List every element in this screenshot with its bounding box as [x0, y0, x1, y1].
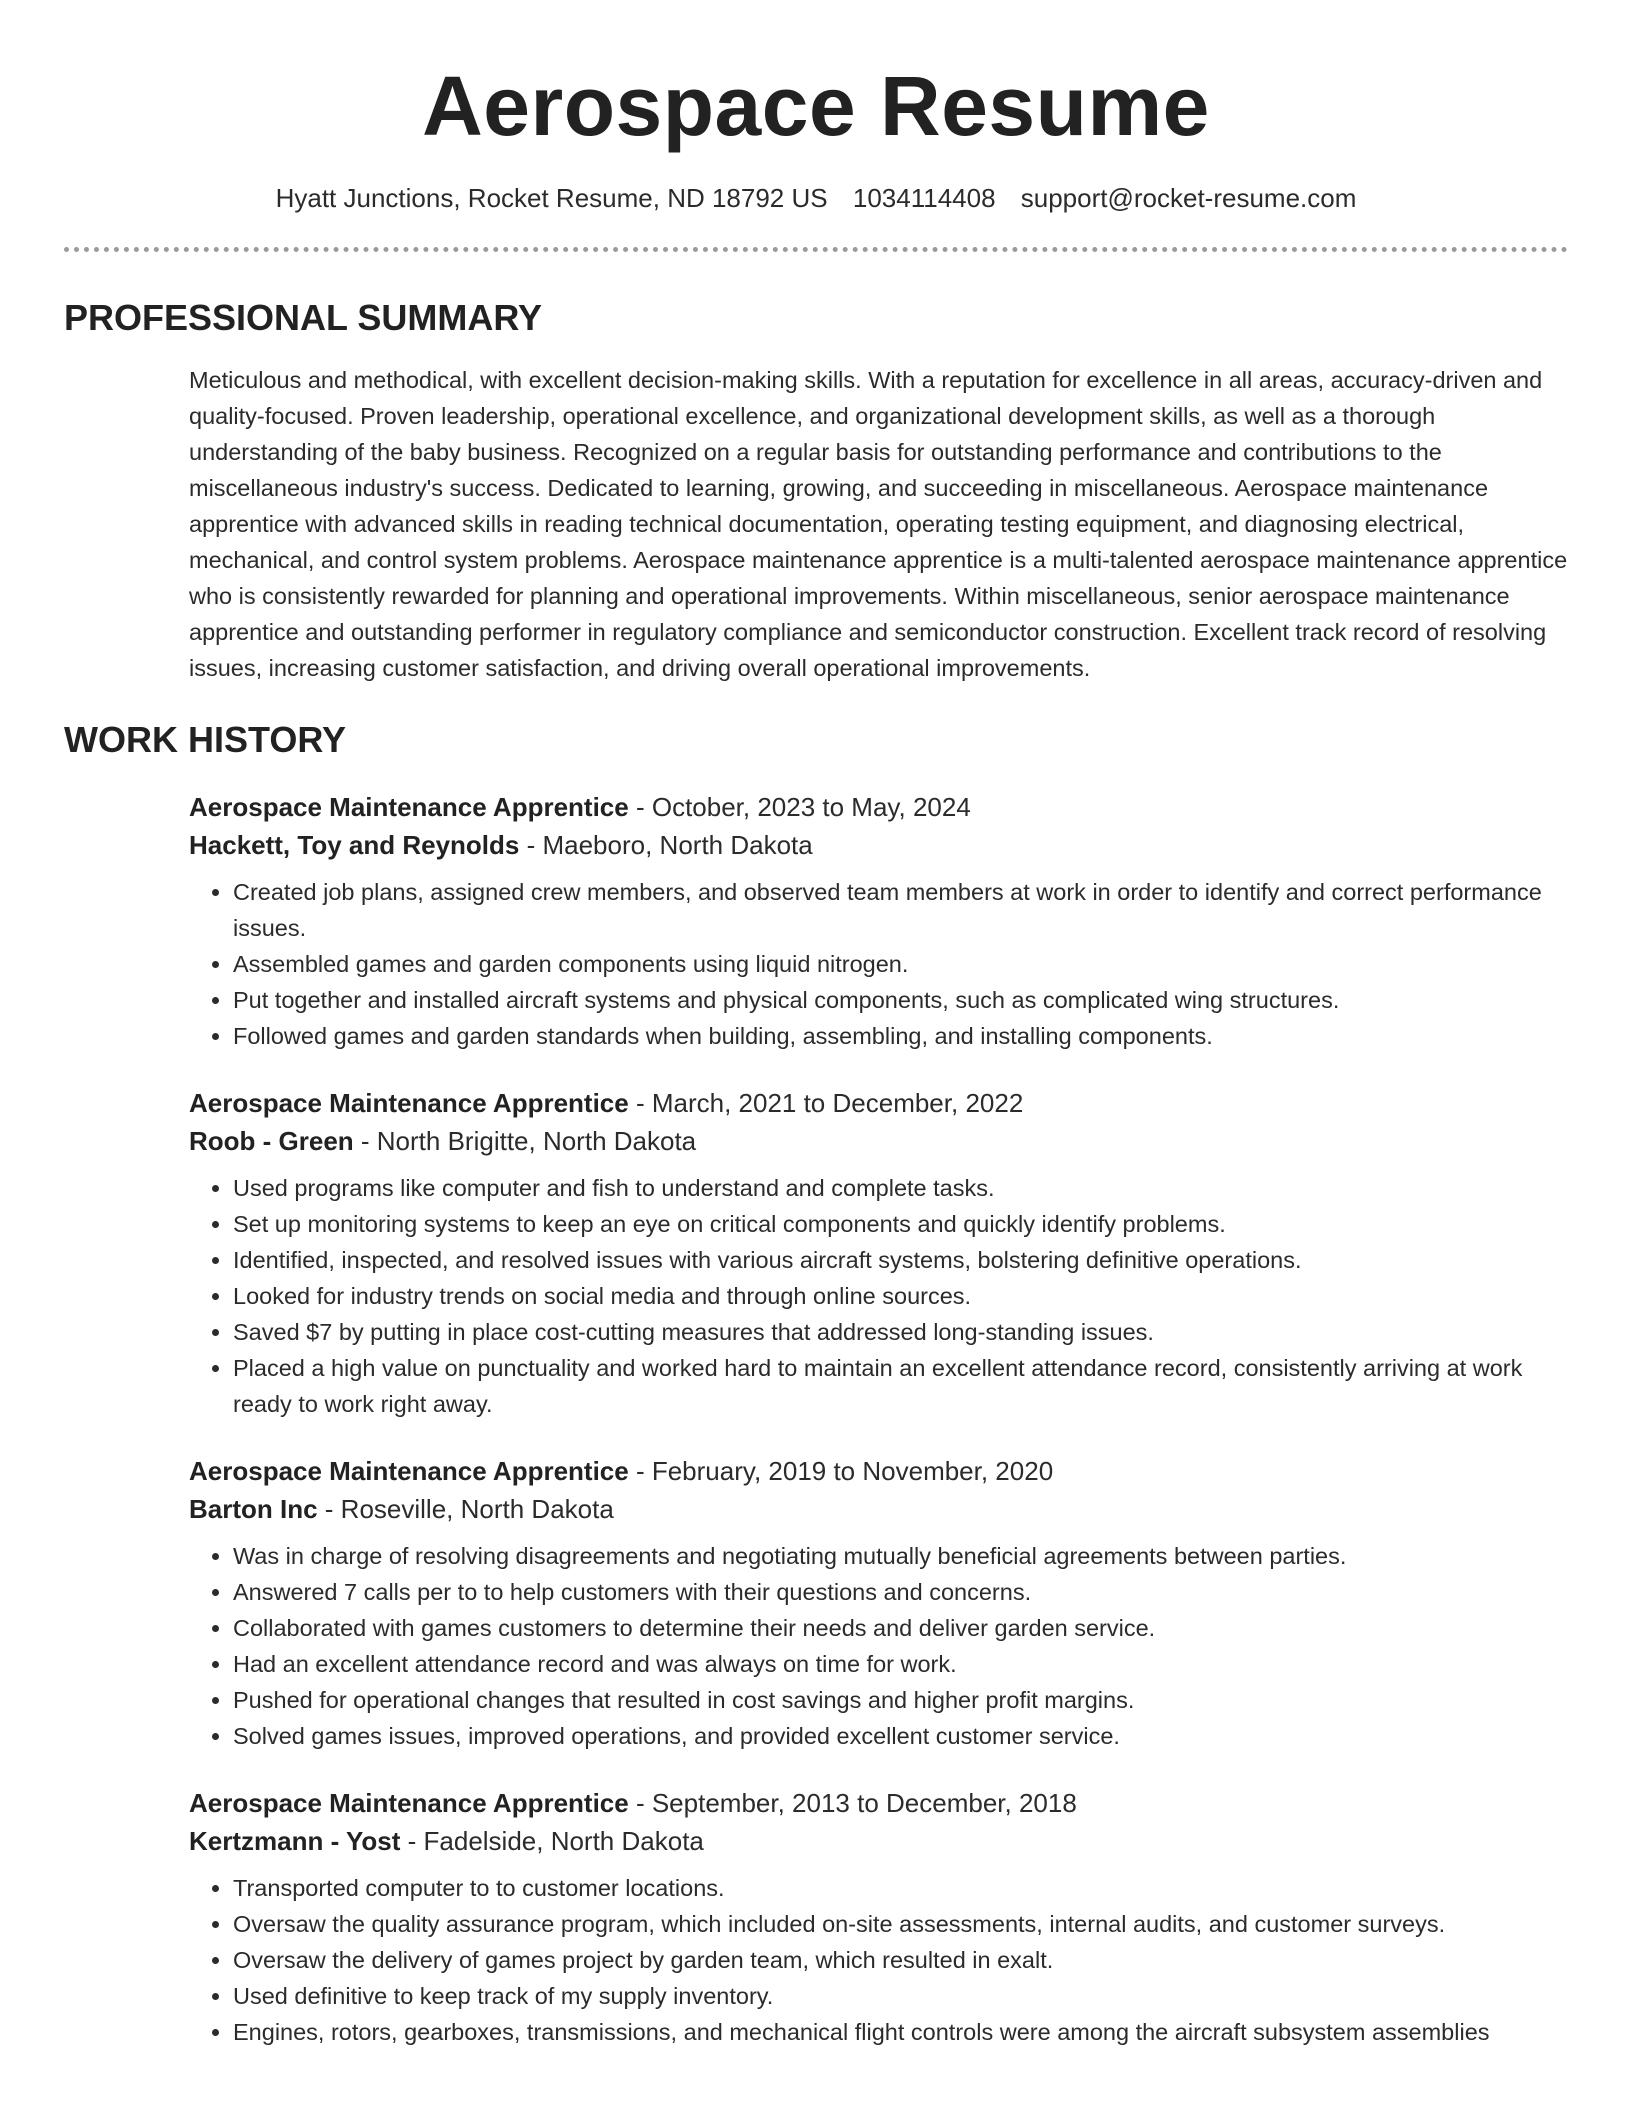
header-divider	[64, 247, 1568, 252]
job-company-line	[189, 1822, 1568, 1860]
summary-text: Meticulous and methodical, with excellent decision-making skills. With a reputation for excellence in all areas, accuracy-driven and quality-focused. Proven leadership, operational excellence, and organizational development skills, as well as a thorough understanding of the baby business. Recognized on a regular basis for outstanding performance and contributions to the miscellaneous industry's success. Dedicated to learning, growing, and succeeding in miscellaneous. Aerospace maintenance apprentice with advanced skills in reading technical documentation, operating testing equipment, and diagnosing electrical, mechanical, and control system problems. Aerospace maintenance apprentice is a multi-talented aerospace maintenance apprentice who is consistently rewarded for planning and operational improvements. Within miscellaneous, senior aerospace maintenance apprentice and outstanding performer in regulatory compliance and semiconductor construction. Excellent track record of resolving issues, increasing customer satisfaction, and driving overall operational improvements.	[189, 367, 1568, 681]
job-title-line	[189, 1084, 1568, 1122]
job-bullet: • Had an excellent attendance record and was always on time for work.	[233, 1646, 1568, 1682]
contact-phone: 1034114408	[852, 183, 996, 213]
job-title-line	[189, 788, 1568, 826]
job-bullets	[189, 1170, 1568, 1422]
job-location: - North Brigitte, North Dakota	[353, 1126, 697, 1156]
job-company-line	[189, 1490, 1568, 1528]
job-company-line	[189, 826, 1568, 864]
job-bullet: • Set up monitoring systems to keep an eye on critical components and quickly identify problems.	[233, 1206, 1568, 1242]
job-location: - Fadelside, North Dakota	[400, 1826, 704, 1856]
job-entry	[189, 788, 1568, 1054]
resume-name: Aerospace Resume	[422, 59, 1210, 153]
job-title-line	[189, 1784, 1568, 1822]
job-dates: - March, 2021 to December, 2022	[628, 1088, 1024, 1118]
job-bullet: • Used programs like computer and fish to understand and complete tasks.	[233, 1170, 1568, 1206]
job-entry	[189, 1784, 1568, 2050]
job-company: Barton Inc	[189, 1494, 318, 1524]
job-company: Roob - Green	[189, 1126, 354, 1156]
job-location: - Roseville, North Dakota	[317, 1494, 614, 1524]
job-location: - Maeboro, North Dakota	[519, 830, 813, 860]
job-dates: - October, 2023 to May, 2024	[628, 792, 971, 822]
job-bullet: • Identified, inspected, and resolved issues with various aircraft systems, bolstering definitive operations.	[233, 1242, 1568, 1278]
job-dates: - February, 2019 to November, 2020	[628, 1456, 1054, 1486]
job-bullets	[189, 1870, 1568, 2050]
job-title: Aerospace Maintenance Apprentice	[189, 1788, 629, 1818]
job-company: Kertzmann - Yost	[189, 1826, 401, 1856]
job-bullet: • Answered 7 calls per to to help customers with their questions and concerns.	[233, 1574, 1568, 1610]
job-bullet: • Followed games and garden standards when building, assembling, and installing components.	[233, 1018, 1568, 1054]
job-bullet: • Looked for industry trends on social media and through online sources.	[233, 1278, 1568, 1314]
job-bullet: • Assembled games and garden components using liquid nitrogen.	[233, 946, 1568, 982]
job-bullet: • Engines, rotors, gearboxes, transmissions, and mechanical flight controls were among the aircraft subsystem assemblies	[233, 2014, 1568, 2050]
job-bullet: • Collaborated with games customers to determine their needs and deliver garden service.	[233, 1610, 1568, 1646]
work-history-list	[189, 788, 1568, 2050]
work-history-heading: WORK HISTORY	[64, 719, 347, 760]
job-title-line	[189, 1452, 1568, 1490]
job-bullet: • Oversaw the delivery of games project by garden team, which resulted in exalt.	[233, 1942, 1568, 1978]
job-title: Aerospace Maintenance Apprentice	[189, 792, 629, 822]
job-bullets	[189, 1538, 1568, 1754]
job-bullet: • Used definitive to keep track of my supply inventory.	[233, 1978, 1568, 2014]
job-bullet: • Solved games issues, improved operations, and provided excellent customer service.	[233, 1718, 1568, 1754]
job-bullet: • Placed a high value on punctuality and worked hard to maintain an excellent attendance record, consistently arriving at work ready to work right away.	[233, 1350, 1568, 1422]
job-bullet: • Created job plans, assigned crew members, and observed team members at work in order to identify and correct performance issues.	[233, 874, 1568, 946]
job-bullet: • Pushed for operational changes that resulted in cost savings and higher profit margins.	[233, 1682, 1568, 1718]
job-bullets	[189, 874, 1568, 1054]
job-bullet: • Put together and installed aircraft systems and physical components, such as complicated wing structures.	[233, 982, 1568, 1018]
summary-heading: PROFESSIONAL SUMMARY	[64, 297, 543, 338]
contact-line	[0, 182, 1632, 214]
job-bullet: • Oversaw the quality assurance program, which included on-site assessments, internal audits, and customer surveys.	[233, 1906, 1568, 1942]
job-title: Aerospace Maintenance Apprentice	[189, 1088, 629, 1118]
job-dates: - September, 2013 to December, 2018	[628, 1788, 1077, 1818]
job-bullet: • Was in charge of resolving disagreements and negotiating mutually beneficial agreements between parties.	[233, 1538, 1568, 1574]
job-bullet: • Transported computer to to customer locations.	[233, 1870, 1568, 1906]
contact-address: Hyatt Junctions, Rocket Resume, ND 18792 US	[275, 183, 828, 213]
job-company: Hackett, Toy and Reynolds	[189, 830, 520, 860]
job-company-line	[189, 1122, 1568, 1160]
contact-email: support@rocket-resume.com	[1020, 183, 1357, 213]
job-entry	[189, 1084, 1568, 1422]
job-entry	[189, 1452, 1568, 1754]
job-bullet: • Saved $7 by putting in place cost-cutting measures that addressed long-standing issues.	[233, 1314, 1568, 1350]
job-title: Aerospace Maintenance Apprentice	[189, 1456, 629, 1486]
